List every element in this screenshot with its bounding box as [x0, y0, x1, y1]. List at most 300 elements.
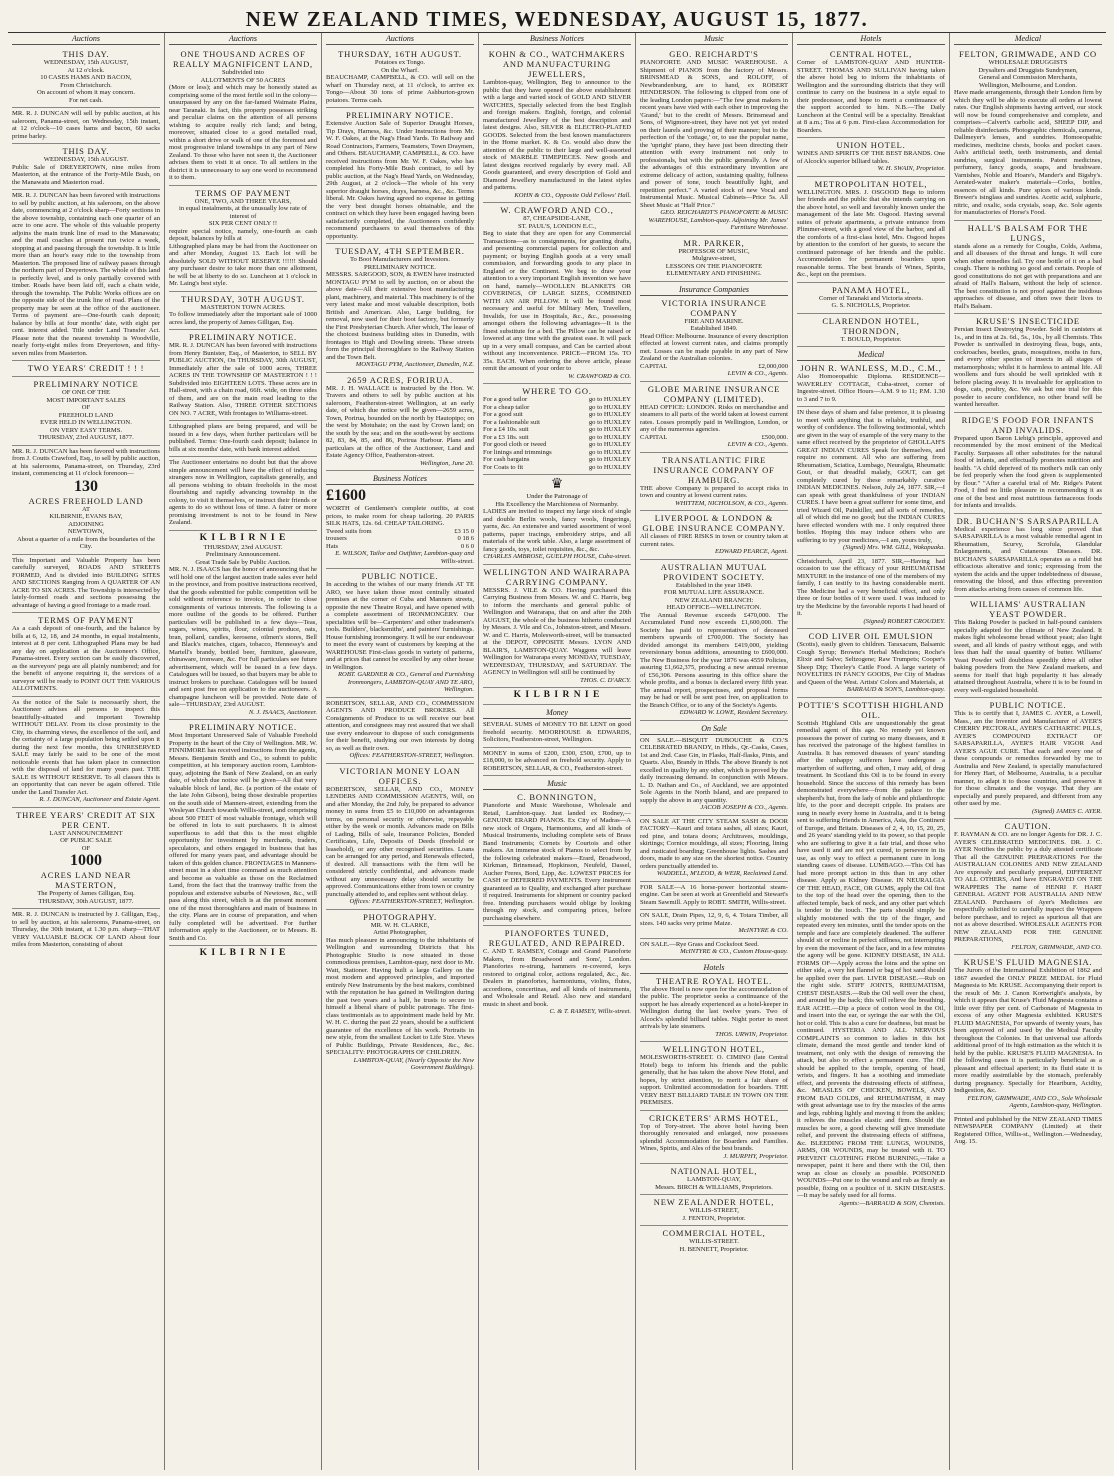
row-label: For a good suit — [483, 411, 523, 418]
ad-body: MONEY in sums of £200, £300, £500, £700, up to £18,000, to be advanced on freehold security. Apply to ROBERTSON, SELLAR, & CO., Featherston-street. — [483, 749, 631, 772]
advertisement — [326, 764, 474, 910]
advertisement — [954, 413, 1102, 514]
price-value: 0 18 6 — [457, 535, 474, 542]
ad-subtitle: ACRES LAND NEAR MASTERTON, — [40, 870, 132, 890]
ad-body: Beg to state that they are open for any Commercial Transactions—as to consignments, for granting drafts, and presenting commercial papers for collection and payment; or buying English goods at a very small commission, and forwarding goods to any place in England or the Continent. We beg to draw your attention to a very important English invention we have on hand, namely—WOOLLEN BLANKETS OR COVERINGS, OF LARGE SIZES, COMBINED WITH AN AIR PILLOW. It will be found most necessary and useful for Military Men, Travellers, Invalids, for use in Hospitals, &c., &c., possessing amongst others the following advantages—It is the finest substitute for a bed. The Pillow can be raised or lowered at any time with the greatest ease. It will pack up in a very small compass, and Can be carried about without any inconvenience. PRICE—FROM 15s. TO 35s. EACH. When ordering the above article, please remit the amount of your order to — [483, 230, 631, 372]
ad-body: Have made arrangements, through their London firm by which they will be able to execute all orders at lowest rates. Our English shipments having arrived, our stock will now be found comprehensive and complete, and comprises—Calvert's carbolic acid, SHEEP DIP, and reliable disinfectants. Photographic chemicals, cameras, Dallmeyer's lenses, and sundries. Homoeopathic medicines, medicine chests, books and pocket cases. Ash's artificial teeth, teeth instruments, and dental sundries, surgical instruments. Patent medicines, perfumery, fancy goods, soaps, and brushware. Varnishes, Noble and Hoare's, Mander's and Bigsby's. Aerated-water maker's materials—Corks, bottles, essences of all kinds. Pure spices of various kinds. Brewer's isinglass and sundries. Acetic acid, sulphuric, nitric, and oxalic, soda crystals, soap, &c. Sole agents for manufactories of Horse's Food. — [954, 89, 1102, 216]
ad-line: KILBIRNIE, EVANS BAY, — [49, 513, 123, 520]
row-value: go to HUXLEY — [588, 463, 631, 471]
advertisement — [483, 748, 631, 777]
row-value: go to HUXLEY — [588, 426, 631, 433]
advertisement — [169, 330, 317, 421]
advertisement — [640, 282, 788, 382]
ad-body: Scottish Highland Oils are unquestionably the great remedial agent of this age. No remedy yet known possesses the power of curing so many diseases, and it has received the patronage of the highest families in Australia. It has removed diseases of years' standing after the unhappy sufferers have undergone a martyrdom of suffering, and often, I may add, of drug treatment. In Scotland this Oil is to be found in every household. Since the success of this remedy has been demonstrated everywhere—from the palace to the shepherd's hut, from the lady of noble and philanthropic life, to the poor and decrepit cripple. Its praises are sung in nearly every home in Australia, and it is being sent to suffering friends in America, Asia, the Continent of Europe, and Britain. Diseases of 2, 4, 10, 15, 20, 25, and 26 years' standing yield to its power, so that people who are suffering to give it a fair trial, and those who have used it and are not yet cured, to persevere in its use, as only way to effect a permanent cure in long standing cases of disease. LUMBAGO.—This Oil has had more prompt action in this than in any other disease. Apply as Kidney Disease. IN NEURALGIA OF THE HEAD, FACE, OR GUMS, apply the Oil first to the top of the head over the opening, then to the affected temple, back of neck, and any other part which is tender to the touch. The parts should simply be slightly moistened with the tip of the finger, and repeated every ten minutes, until the tender spots on the temple and face are completely deadened. The sufferer should sit or recline in perfect stillness, not interrupting by even the movement of the face, and in a few minutes the agony will be gone. KIDNEY DISEASE, IN ALL FORMS OF—Apply across the loins and the spine on either side, a very hot flannel or bag of hot sand should be applied over the part. LIVER DISEASE.—Rub on the right side. STIFF JOINTS, RHEUMATISM, CHEST DISEASES.—Rub the Oil well over the chest, and around by the back; this will relieve the breathing. EAR ACHE.—Dip a piece of cotton wool in the Oil, and insert into the ear, or syringe the ear with the Oil, hot or cold. This is also a cure for deafness, but must be continued. HYSTERIA AND ALL NERVOUS COMPLAINTS so common to ladies in this hot climate, demand the most gentle and tender kind of treatment, not only with the design of removing the attack, but also to effect a permanent cure. The Oil should be applied to the temple, opening of head, wrists, and fingers. It has a soothing and immediate effect, and prevents the distressing effects of stiffness, &c. MEASLES OF CHICKEN, BOWELS, AND FROM BAD COLDS, and RHEUMATISM, it may with great advantage use to fry the muscles of the arms and legs, rubbing lightly and moving it from the ankles; it relieves the muscles elastic and firm. Should the muscles be sore, a good chewing will give immediate relief, and prevent the distressing effects of stiffness, &c. BLEEDING FROM THE LUNGS, WOUNDS, ARMS, OR WOUNDS, may be treated with it. TO PREVENT CLOTHING FROM BURNING,—Take a newspaper, paint it here and there with the Oil, then wrap as close as closely as possible. POISONED WOUNDS—Put one to the wound and rub as firmly as possible, fixing on a poultice of it. SKIN DISEASES.—It may be safely used for all forms. — [797, 719, 945, 1199]
column-heading: Hotels — [797, 33, 945, 45]
ad-body: Medical experience has long since proved that SARSAPARILLA is a most valuable remedial agent in Rheumatism, Scurvy, Scrofula, Glandular Enlargements, and Cutaneous Diseases. DR. BUCHAN'S SARSAPARILLA operates as a mild but efficacious alterative and tonic; expressing from the system the acids and the upper indebtedness of disease, renovating the blood, and thus effecting prevention from attacks arising from causes of common life. — [954, 525, 1102, 593]
ad-line: G. S. NICHOLLS, Proprietor. — [831, 302, 911, 309]
ad-signature: LEVIN & CO., Agents. — [727, 370, 788, 377]
ad-body: MR. J. H. WALLACE is instructed by the Hon. W. Travers and others to sell by public auction at his saleroom, Featherston-street Wellington, at an early date, of which due notice will be given—2659 acres, Town, Porirua, bounded on the north by Hautopipo; on the west by Motuhaie; on the east by Crown land; on the south by the sea; and on the south-west by sections 82, 83, 84, 85, and 86, Porirua Harbour. Plans and particulars at the office of the Auctioneer, Land and Estate Agency Office, Featherston-street. — [326, 384, 474, 459]
column-4 — [479, 33, 636, 1470]
ad-line: FOR MUTUAL LIFE ASSURANCE. — [663, 589, 765, 596]
ad-line: LAST ANNOUNCEMENT — [49, 829, 123, 837]
ad-title: PRELIMINARY NOTICE. — [346, 110, 454, 120]
ad-body: Christchurch, April 23, 1877. SIR,—Having had occasion to use the efficacy of your RHEUMATISM MIXTURE in the instance of one of the members of my family, I can testify to its having considerable merit. The Medicine had a very beneficial effect, and only three or four bottles of it were used. I was induced to try the Medicine by the favorable reports I had heard of it. — [797, 557, 945, 617]
row-value: go to HUXLEY — [588, 396, 631, 403]
ad-title: PUBLIC NOTICE. — [361, 571, 439, 581]
ad-title: WHERE TO GO. — [522, 386, 592, 396]
ad-signature: GEO. REICHARDT'S PIANOFORTE & MUSIC WAREHOUSE, Lambton-quay. Adjoining Mr. James' Furniture Warehouse. — [648, 209, 788, 231]
ad-title: PRELIMINARY NOTICE. — [189, 332, 297, 342]
row-value: go to HUXLEY — [588, 403, 631, 411]
advertisement — [169, 531, 317, 721]
ad-signature: W. H. SWAIN, Proprietor. — [877, 165, 945, 172]
ad-title: THIS DAY. — [62, 49, 110, 59]
ad-title: WELLINGTON HOTEL, — [663, 1044, 765, 1054]
ad-body: MR. R. J. DUNCAN has been favored with instructions from J. Coutts Crawford, Esq., to sell by public auction, at his salerooms, Panama-street, on Thursday, 23rd instant, commencing at 11 o'clock forenoon— — [12, 447, 160, 477]
advertisement — [483, 565, 631, 689]
ad-body: Lambton-quay, Wellington, Beg to announce to the public that they have opened the above establishment with a large and varied stock of GOLD AND SILVER WATCHES, Specially selected from the best English and foreign makers. English, foreign, and colonial manufactured Jewellery of the best description and latest designs. Also, SILVER & ELECTRO-PLATED GOODS. Selected from the best known manufacturers in the Home market. K. & Co. would also draw the attention of the public to their large and well-assorted stock of MARBLE TIMEPIECES. New goods and latest designs received regularly by every mail. All Goods guaranteed, and every description of Gold and Diamond Jewellery manufactured in the latest styles and patterns. — [483, 79, 631, 191]
ad-signature: JACOB JOSEPH & CO., Agents. — [700, 804, 788, 811]
advertisement — [483, 475, 631, 565]
price-row — [640, 363, 788, 371]
advertisement — [797, 698, 945, 1211]
ad-title: C. BONNINGTON, — [517, 792, 597, 802]
big-figure: 1000 — [70, 852, 102, 869]
row-label: For cash bargains — [483, 456, 530, 463]
advertisement — [954, 314, 1102, 413]
advertisement — [12, 909, 160, 952]
where-to-go-row — [483, 456, 631, 464]
ad-title: JOHN R. WANLESS, M.D., C.M., — [800, 363, 942, 373]
ad-line: OF — [81, 404, 91, 411]
ad-line: WHOLESALE DRUGGISTS — [988, 59, 1068, 66]
kilbirnie-banner: K I L B I R N I E — [513, 690, 601, 700]
ad-line: MR. W. H. CLARKE, — [370, 921, 430, 929]
advertisement — [169, 421, 317, 457]
ad-body: FOR SALE—A 16 horse-power horizontal steam-engine. Can be seen at work at Greenfield and Stewart's Steam Sawmill. Apply to ROBT. SMITH, Willis-street. — [640, 883, 788, 906]
ad-signature: J. MURPHY, Proprietor. — [723, 1152, 788, 1160]
ad-body: The Jurors of the International Exhibition of 1862 and 1867 awarded the ONLY PRIZE MEDAL for Fluid Magnesia to Mr. KRUSE. Accompanying their report is the result of Mr. J. Canon Kortwright's analysis, by which it appears that Kruse's Fluid Magnesia contains a little over fifty per cent. of Carbonate of Magnesia in excess of any other Magnesia exhibited. KRUSE'S FLUID MAGNESIA, For upwards of twenty years, has been approved of and used by the Medical Faculty throughout the Colonies. In that universal use affords additional proof of its high estimation as the which it is held by the public. KRUSE'S FLUID MAGNESIA. In the following cases it is particularly beneficial as a pleasant and effectual aperient; in its fluid state it is more readily assimilable by the stomach, preferably during pregnancy. Specially for Heartburn, Acidity, Indigestion, &c. — [954, 967, 1102, 1094]
ad-title: CAUTION. — [1004, 821, 1052, 831]
ad-signature: E. WILSON, Tailor and Outfitter, Lambton-quay and Willis-street. — [335, 550, 474, 565]
ad-title: PRELIMINARY NOTICE. — [189, 722, 297, 732]
ad-body: Head Office: Melbourne. Insurance of every description effected at lowest current rates, and claims promptly met. Losses can be made payable in any part of New Zealand or the Australian colonies. — [640, 332, 788, 362]
section-heading: Insurance Companies — [640, 284, 788, 296]
ad-body: Pianoforte and Music Warehouse, Wholesale and Retail, Lambton-quay. Just landed ex Rodney,—GENUINE ERARD PIANOS. Ex City of Madras—A new stock of Organs, Harmoniums, and all kinds of Musical Instruments, including complete sets of Brass Band Instruments; Cornets by Courtois and other makers. An immense stock of Pianos to select from by the following celebrated makers—Erard, Broadwood, Kirkman, Brinsmead, Hopkinson, Neufeld, Dassel, Aucher Freres, Bord, Lipp, &c. LOWEST PRICES for CASH or DEFERRED PAYMENTS. Every instrument guaranteed as to Quality, and exchanged after purchase if required. Instruments for shipment or country packed free. Intending purchasers would oblige by looking through my stock, and comparing prices, before purchasing elsewhere. — [483, 802, 631, 922]
ad-title: THIS DAY. — [62, 146, 110, 156]
column-heading: Music — [640, 33, 788, 45]
ad-title: METROPOLITAN HOTEL, — [814, 178, 928, 189]
advertisement — [483, 705, 631, 748]
ad-line: OF PUBLIC SALE — [60, 837, 112, 844]
masthead: NEW ZEALAND TIMES, WEDNESDAY, AUGUST 15, 1877. — [245, 7, 869, 31]
ad-body: BEAUCHAMP, CAMPBELL, & CO. will sell on the wharf on Thursday next, at 11 o'clock, to arrive ex Tongo—About 30 tons of prime Ashburton-grown potatoes. Terms cash. — [326, 74, 474, 104]
kilbirnie-banner: K I L B I R N I E — [199, 948, 287, 958]
ad-line: WEDNESDAY, 15th AUGUST. — [43, 156, 129, 163]
ad-line: THURSDAY, 23rd AUGUST. — [203, 543, 283, 551]
advertisement — [12, 361, 160, 377]
advertisement — [797, 314, 945, 348]
ad-signature: (Signed) Mrs. WM. GILL, Wakapuaka. — [843, 544, 945, 551]
ad-body: Lithographed plans may be had from the Auctioneer on and after Monday, August 13. Each lot will be absolutely SOLD WITHOUT RESERVE !!!!!! Should any purchaser desire to take more than one allotment, he will be at liberty to do so. Luncheon at 1 o'clock in Mr. Laing's best style. — [169, 242, 317, 287]
ad-body: This is to certify that I, JAMES C. AYER, a Lowell, Mass., am the Inventor and Manufacturer of AYER'S CHERRY PECTORAL, AYER'S CATHARTIC PILLS, AYER'S COMPOUND EXTRACT OF SARSAPARILLA, AYER'S HAIR VIGOR And AYER'S AGUE CURE. That each and every one of these compounds or remedies forwarded by me to Australia and New Zealand, is specially manufactured for Henry Hart, of Melbourne, Australia, is a peculiar manner, to adapt it to those countries, and preserve it for those climates and the voyage. That they are especially and purely prepared, and different from any other used by me. — [954, 710, 1102, 807]
column-heading: Auctions — [326, 33, 474, 45]
ad-body: F. RAYMAN & CO. are no longer Agents for DR. J. C. AYER'S CELEBRATED MEDICINES. DR. J. C. AYER Notifies the public by a duly attested certificate That all the GENUINE PREPARATIONS For the AUSTRALIAN COLONIES AND NEW ZEALAND Are expressly and peculiarly prepared, DIFFERENT TO ALL OTHERS, And have ENGRAVED ON THE WRAPPERS The name of HENRI F. HART GENERAL AGENT FOR AUSTRALIA AND NEW ZEALAND. Purchasers of Ayer's Medicines are respectfully solicited to carefully inspect the Wrappers before purchase, and to reject as spurious all that are not as above described. WHOLESALE AGENTS FOR NEW ZEALAND FOR THE GENUINE PREPARATIONS, — [954, 831, 1102, 943]
advertisement — [326, 569, 474, 698]
ad-title: PRELIMINARY NOTICE — [33, 379, 139, 389]
row-value: go to HUXLEY — [588, 448, 631, 456]
advertisement — [12, 808, 160, 910]
price-row — [326, 535, 474, 543]
ad-line: Great Trade Sale by Public Auction. — [195, 558, 291, 566]
ad-line: 10 CASES HAMS AND BACON, — [40, 74, 132, 81]
ad-line: in equal instalments, at the unusually low rate of interest of — [179, 205, 307, 220]
where-to-go-row — [483, 396, 631, 404]
section-heading: Medical — [797, 349, 945, 361]
row-label: For a cheap tailor — [483, 403, 530, 411]
ad-line: OF ONE OF THE — [61, 389, 111, 396]
ad-line: WILLIS-STREET, — [689, 1207, 739, 1214]
ad-signature: EDWARD W. LOWE, Resident Secretary. — [679, 709, 788, 716]
royal-crest-icon: ♛ — [550, 477, 564, 492]
ad-body: MR. R. J. DUNCAN has been favored with instructions from Henry Bunister, Esq., of Masterton, to SELL BY PUBLIC AUCTION, On THURSDAY, 30th AUGUST, Immediately after the sale of 1000 acres, THREE ACRES IN THE TOWNSHIP OF MASTERTON ! ! ! Subdivided into EIGHTEEN LOTS. These acres are in Hall-street, with a chain road, 66ft. wide, on three sides of them, and are on the main road leading to the Railway Station. Also, THREE OTHER SECTIONS ON NO. 7 ACRE, With frontages to Williams-street. — [169, 342, 317, 417]
advertisement — [797, 138, 945, 177]
ad-line: FIRE AND MARINE. — [684, 317, 744, 325]
advertisement — [954, 1114, 1102, 1149]
row-value: go to HUXLEY — [588, 418, 631, 426]
ad-title: COMMERCIAL HOTEL, — [662, 1228, 766, 1238]
advertisement — [954, 955, 1102, 1114]
ad-signature: WHITTEM, NICHOLSON, & CO., Agents. — [675, 499, 788, 507]
ad-body: (More or less); and which may be honestly stated as comprising some of the most fertile soil in the colony—unsurpassed by any on the far-famed Waimate Plains, near Taranaki. In fact, this property possesses striking and peculiar claims on the attention of all persons wishing to acquire really rich land; and being, moreover, situated close to a good metalled road, within a short drive or walk of one of the foremost and most progressive inland townships in any part of New Zealand. To those who have not seen it, the Auctioneer advises them to visit it at once. To all settlers in the district it is unnecessary to say one word to recommend it to them. — [169, 84, 317, 181]
ad-line: ST. PAUL'S, LONDON E.C., — [517, 222, 597, 230]
advertisement — [640, 1195, 788, 1226]
ad-body: ON SALE AT THE CITY STEAM SASH & DOOR FACTORY—Kauri and totara sashes, all sizes; Kauri, red pine, and totara doors; Architraves, mouldings, skirtings; Cornice mouldings, all sizes; Flooring, lining and rusticated boarding; Greenhouse lights. Sashes and doors, made to any size on the shortest notice. Country orders punctually attended to. — [640, 817, 788, 870]
row-value: go to HUXLEY — [588, 411, 631, 418]
row-label: For a £3 18s. suit — [483, 433, 529, 441]
ad-title: TERMS OF PAYMENT — [195, 187, 291, 198]
advertisement — [954, 47, 1102, 221]
ad-line: General and Commission Merchants, — [978, 74, 1078, 81]
advertisement — [640, 560, 788, 721]
ad-body: require special notice, namely, one-fourth as cash deposit, balances by bills at — [169, 227, 317, 242]
ad-body: This Important and Valuable Property has been carefully surveyed, ROADS AND STREETS FORMED, And is divided into BUILDING SITES AND SECTIONS Ranging from A QUARTER OF AN ACRE TO SIX ACRES. The Township is intersected by lately-formed roads and sections possessing the advantage of having a good frontage to a made road. — [12, 556, 160, 609]
column-3 — [322, 33, 479, 1470]
ad-title: DR. BUCHAN'S SARSAPARILLA — [956, 515, 1100, 526]
ad-body: MR. R. J. DUNCAN will sell by public auction, at his saleroom, Panama-street, on Wednesday, 15th instant, at 12 o'clock—10 cases hams and bacon, 60 sacks prime barley. — [12, 110, 160, 140]
ad-line: AT — [81, 505, 91, 513]
ad-signature: EDWARD PEARCE, Agent. — [714, 548, 788, 555]
price-label: Hats — [326, 542, 339, 550]
ad-title: CRICKETERS' ARMS HOTEL, — [649, 1112, 779, 1123]
ad-signature: MONTAGU PYM, Auctioneer, Dunedin, N.Z. — [355, 361, 474, 368]
ad-body: THE above Company is prepared to accept risks in town and country at lowest current rates. — [640, 484, 788, 499]
advertisement — [169, 186, 317, 292]
advertisement — [12, 377, 160, 446]
ad-title: POTTIE'S SCOTTISH HIGHLAND OIL. — [797, 699, 945, 720]
ad-line: Messrs. BIRCH & WILLIAMS, Proprietors. — [655, 1183, 773, 1191]
row-label: For a £4 10s. suit — [483, 426, 529, 433]
advertisement — [169, 457, 317, 531]
ad-title: THURSDAY, 16TH AUGUST. — [338, 49, 462, 59]
advertisement — [640, 47, 788, 236]
where-to-go-row — [483, 441, 631, 449]
ad-body: ON SALE.—Rye Grass and Cocksfoot Seed. — [640, 940, 759, 948]
ad-body: MOLESWORTH-STREET. O. CIMINO (late Central Hotel) begs to inform his friends and the public generally, that he has taken the above New Hotel, and hopes, by strict attention, to merit a fair share of support. Unlimited accommodation for boarders. THE VERY BEST BILLIARD TABLE IN TOWN ON THE PREMISES. — [640, 1054, 788, 1106]
ad-title: NEW ZEALANDER HOTEL, — [653, 1197, 775, 1207]
ad-body: MR. N. J. ISAACS has the honor of announcing that he will hold one of the largest auction trade sales ever held in the province, and from positive instructions received, that the goods submitted for public competition will be sold without reference to invoice, in order to close consignments of various interests. The following is a more outline of the goods to be offered. Further particulars will be published in a few days—Teas, sugars, wines, spirits, flour, colonial produce, oats, bran, pollard, candles, kerosene, oilmen's stores, Bell and Black's matches, cigars, tobacco, Hennessy's and Martell's brandy, bottled beer, furniture, glassware, chinaware, ironware, &c. For full particulars see future advertisement, which will be issued in a few days. Catalogues will be issued, so that buyers may be able to instruct brokers to purchase. Catalogues will be issued and sent post free on application to the auctioneers. A champagne luncheon will be provided. Note date of sale—THURSDAY, 23rd AUGUST. — [169, 566, 317, 708]
advertisement — [169, 720, 317, 946]
ad-subtitle: ACRES FREEHOLD LAND — [28, 495, 144, 506]
advertisement — [326, 471, 474, 569]
columns-container — [8, 32, 1106, 1470]
advertisement — [640, 721, 788, 816]
advertisement — [954, 514, 1102, 598]
ad-body: To follow immediately after the important sale of 1000 acres land, the property of James Gilligan, Esq. — [169, 311, 317, 326]
ad-title: WELLINGTON AND WAIRARAPA CARRYING COMPANY. — [483, 566, 631, 587]
price-row — [326, 543, 474, 551]
advertisement — [640, 910, 788, 939]
ad-line: His Excellency the Marchioness of Normanby. — [495, 500, 619, 508]
where-to-go-row — [483, 404, 631, 412]
ad-title: UNION HOTEL. — [836, 140, 906, 150]
ad-line: PROFESSOR OF MUSIC, — [678, 247, 750, 255]
ad-body: Has much pleasure in announcing to the inhabitants of Wellington and surrounding Districts that his Photographic Studio is now situated in those commodious premises, Lambton-quay, next door to Mr. Watt, Stationer. Having built a large Gallery on the most modern and approved principles, and imported entirely New Instruments by the best makers, combined with the reputation he has gained in Wellington during the past two years and a half, he trusts to secure to himself a liberal share of public patronage. The first-class testimonials as to appointment made held by Mr. W. H. C. during the past 22 years, should be a sufficient guarantee of the excellence of his work. Portraits in new style, from the smallest Locket to Life Size. Views of Public Buildings, Private Residences, &c., &c. SPECIALITY: PHOTOGRAPHS OF CHILDREN. — [326, 936, 474, 1056]
ad-body: All classes of FIRE RISKS in town or country taken at current rates. — [640, 533, 788, 548]
ad-signature: Offices: FEATHERSTON-STREET, Wellington. — [349, 752, 474, 759]
ad-signature: ROBT. GARDNER & CO., General and Furnishing Ironmongers, LAMBTON-QUAY AND TE ARO, Wellington. — [338, 671, 474, 693]
ad-body: LADIES are invited to inspect my large stock of single and double Berlin wools, fancy wools, fingerings, yarns, &c. An extensive and varied assortment of wool patterns, paper tracings, embroidery strips, and all materials of the work table. Also, a large assortment of fancy goods, toys, toilet requisites, &c., &c. — [483, 508, 631, 553]
advertisement — [483, 776, 631, 926]
ad-body: In acceding to the wishes of our many friends AT TE ARO, we have taken those most centrally situated premises at the corner of Cuba and Manners streets, opposite the new Theatre Royal, and have opened with a complete assortment of IRONMONGERY. Our specialities will be—Carpenters' and other tradesmen's tools. Builders', blacksmiths', and painters' furnishings. House furnishing ironmongery. It will be our endeavour to meet the every want of customers by keeping at the WAREHOUSE First-class goods in variety of patterns, and at prices that cannot be excelled by any other house in Wellington. — [326, 581, 474, 671]
where-to-go-row — [483, 434, 631, 442]
advertisement — [12, 144, 160, 190]
ad-line: 87, CHEAPSIDE-LANE, — [523, 215, 591, 222]
ad-title: COD LIVER OIL EMULSION — [808, 631, 934, 641]
advertisement — [326, 244, 474, 373]
advertisement — [326, 373, 474, 472]
advertisement — [326, 108, 474, 244]
row-value: go to HUXLEY — [588, 456, 631, 463]
ad-title: ONE THOUSAND ACRES OF REALLY MAGNIFICENT LAND, — [173, 49, 313, 69]
column-2 — [165, 33, 322, 1470]
printer-imprint: Printed and published by the NEW ZEALAND TIMES NEWSPAPER COMPANY (Limited) at their Registered Office, Willis-st., Wellington.—Wednesday, Aug. 15. — [954, 1115, 1102, 1145]
advertisement — [12, 613, 160, 697]
advertisement — [797, 347, 945, 407]
ad-signature: LEVIN & CO., Agents. — [727, 441, 788, 448]
ad-body: ROBERTSON, SELLAR, AND CO., MONEY LENDERS AND COMMISSION AGENTS, Will, on and after Monday, the 2nd July, be prepared to advance money in sums from £5 to £10,000 on advantageous terms, on personal security or otherwise, repayable either by the week or month. Advances made on Bills of Lading, Bills of sale, Insurance Policies, Bonded Certificates, Life, Deposits of Deeds (freehold or leasehold), or any other recognised securities. Loans can be arranged for any period, and Renewals effected, if desired. All transactions with the firm will be considered strictly confidential, and advances made without any unnecessary delay should security be approved. Communications either from town or country punctually attended to, and replies sent without delay. — [326, 785, 474, 898]
ad-signature: W. CRAWFORD & CO. — [568, 372, 631, 380]
advertisement — [326, 910, 474, 1075]
ad-line: Wellington, Melbourne, and London. — [979, 81, 1077, 89]
price-label: trousers — [326, 535, 347, 542]
section-heading: Music — [483, 778, 631, 790]
advertisement — [12, 555, 160, 614]
ad-body: Extensive Auction Sale of Superior Draught Horses, Tip Drays, Harness, &c. Under Instructions from Mr. W. F. Oakes, at the Nag's Head Yards. To Railway and Road Contractors, Farmers, Teamsters, Town Draymen, and Others. BEAUCHAMP, CAMPBELL, & CO. have received instructions from Mr. W. F. Oakes, who has completed his Forty-Mile Bush contract, to sell by public auction, at the Nag's Head Yards, on Wednesday, 29th August, at 2 o'clock—The whole of his very superior draught horses, drays, harness, &c., &c. Terms liberal. Mr. Oakes having agreed no expense in getting the very best draught horses obtainable, and the contract on which they have been engaged having been satisfactorily completed, the Auctioneers confidently recommend purchasers to avail themselves of this opportunity. — [326, 120, 474, 240]
row-label: For Coats to fit — [483, 463, 524, 471]
price-label: CAPITAL — [640, 433, 668, 441]
ad-body: MESSRS. J. VILE & CO. Having purchased this Carrying Business from Messrs. W. and C. Harris, beg to inform the merchants and general public of Wellington and Wairarapa, that on and after the 20th AUGUST, the whole of the business hitherto conducted by Messrs. J. Vile and Co., Johnston-street, and Messrs. W. and C. Harris, Molesworth-street, will be transacted at the DEPOT, OPPOSITE Messrs. LYON AND BLAIR'S, LAMBTON-QUAY. Waggons will leave Wellington for Wairarapa every MONDAY, TUESDAY, WEDNESDAY, THURSDAY, and SATURDAY. The AGENCY in Wellington will still be continued by — [483, 586, 631, 676]
ad-line: Drysalters and Druggists Sundrymen, — [978, 66, 1078, 74]
ad-line: NEW ZEALAND BRANCH: — [674, 596, 754, 604]
ad-line: SIX PER CENT ONLY !! — [208, 220, 278, 227]
ad-title: TRANSATLANTIC FIRE INSURANCE COMPANY OF HAMBURG. — [653, 454, 775, 485]
ad-title: W. CRAWFORD AND CO., — [500, 205, 614, 215]
ad-signature: Offices: FEATHERSTON-STREET, Wellington. — [349, 898, 474, 905]
ad-line: WILLIS-STREET. — [689, 1238, 739, 1245]
advertisement — [797, 283, 945, 314]
where-to-go-row — [483, 449, 631, 457]
ad-line: Mulgrave-street, — [692, 255, 736, 262]
ad-body: SEVERAL SUMS of MONEY TO BE LENT on good freehold security. MOORHOUSE & EDWARDS, Solicitors, Featherston-street, Wellington. — [483, 721, 631, 743]
ad-line: MOST IMPORTANT SALES — [46, 396, 126, 404]
ad-signature: CHARLES AMBROSE, GUELPH HOUSE, Cuba-street. — [483, 553, 631, 560]
advertisement — [483, 688, 631, 705]
price-value: £2,000,000 — [758, 362, 788, 370]
ad-title: GLOBE MARINE INSURANCE COMPANY (LIMITED). — [647, 383, 781, 404]
ad-title: LIVERPOOL & LONDON & GLOBE INSURANCE COMPANY. — [642, 513, 786, 533]
ad-body: Lithographed plans are being prepared, and will be issued in a few days, when further particulars will be published. Terms: One-fourth cash deposit; balance in bills at six months' date, with bank interest added. — [169, 423, 317, 453]
ad-title: KRUSE'S INSECTICIDE — [976, 316, 1080, 326]
ad-line: From Christchurch. — [60, 81, 112, 89]
advertisement — [640, 1042, 788, 1111]
advertisement — [326, 698, 474, 764]
ad-line: T. BOULD, Proprietor. — [840, 335, 902, 343]
ad-title: PHOTOGRAPHY. — [363, 911, 437, 922]
ad-line: For net cash. — [69, 96, 103, 104]
advertisement — [640, 453, 788, 512]
ad-signature: Agents:—BARRAUD & SON, Chemists. — [839, 1199, 945, 1207]
ad-title: MR. PARKER, — [683, 237, 745, 248]
ad-line: HEAD OFFICE—WELLINGTON. — [666, 604, 762, 611]
column-7 — [950, 33, 1106, 1470]
row-label: For linings and trimmings — [483, 448, 552, 456]
ad-title: CENTRAL HOTEL, — [829, 49, 913, 59]
ad-line: ONE, TWO, AND THREE YEARS, — [194, 197, 292, 205]
column-5 — [636, 33, 793, 1470]
advertisement — [640, 236, 788, 282]
ad-body: The above Hotel is now open for the accommodation of the public. The proprietor seeks a continuance of the support he has already experienced as a hotel-keeper in Wellington during the last twelve years. Two of Alcock's splendid billiard tables. Night porter to meet arrivals by late steamers. — [640, 985, 788, 1030]
ad-signature: LAMBTON-QUAY, (Nearly Opposite the New Government Buildings). — [353, 1056, 474, 1071]
row-label: For a good tailor — [483, 396, 528, 403]
ad-line: On account of whom it may concern. — [37, 89, 135, 96]
section-heading: Money — [483, 707, 631, 719]
ad-body: HEAD OFFICE: LONDON. Risks on merchandise and steamers to all parts of the world taken at lowest current rates. Losses promptly paid in Wellington, London, or any of the numerous agencies. — [640, 403, 788, 433]
ad-body: ROBERTSON, SELLAR, AND CO., COMMISSION AGENTS AND PRODUCE BROKERS. All Consignments of Produce to us will receive our best attention, and consignees may rest assured that we shall use every endeavour to dispose of such consignments for their benefit, studying our own interests by doing so, as well as their own. — [326, 699, 474, 752]
advertisement — [326, 47, 474, 108]
ad-line: The Property of James Gilligan, Esq. — [37, 890, 135, 897]
ad-signature: McINTYRE & CO. — [738, 927, 788, 934]
advertisement — [12, 446, 160, 555]
ad-line: To Boot Manufacturers and Investors. — [349, 256, 451, 263]
price-value: £3 15 0 — [454, 527, 474, 535]
ad-title: WILLIAMS' AUSTRALIAN YEAST POWDER. — [970, 599, 1086, 619]
ad-title: HALL'S BALSAM FOR THE LUNGS, — [967, 222, 1089, 243]
ad-line: Artist Photographer, — [373, 929, 427, 936]
ad-body: WINES AND SPIRITS OF THE BEST BRANDS. One of Alcock's superior billiard tables. — [797, 150, 945, 165]
advertisement — [640, 1111, 788, 1165]
advertisement — [169, 47, 317, 186]
advertisement — [12, 190, 160, 361]
advertisement — [483, 203, 631, 384]
ad-body: IN these days of sham and false pretence, it is pleasing to meet with anything that is reliable, truthful, and worthy of confidence. The following testimonial, which are given in the way of example of the very many to the same effect received by the proprietor of GHOLLAH'S GREAT INDIAN CURES Speak for themselves, and require no comment. All who are suffering from Rheumatism, Sciatica, Lumbago, Neuralgia, Rheumatic Gout, or that dreadful malady, GOUT, can get completely cured by these remarkably curative INDIAN MEDICINES. Nelson, July 24, 1877. SIR,—I can speak with great thankfulness of your INDIAN CURES. I have been a great sufferer for some time, and tried Wizard Oil, Painkiller, and all sorts of remedies, all of which did me no good; but the INDIAN CURES have effected wonders with me. I only required three bottles. Hoping this may induce others who are suffering to try your medicines,—I am, yours truly, — [797, 409, 945, 544]
ad-line: ON VERY EASY TERMS. — [49, 426, 123, 434]
ad-line: ADJOINING — [68, 520, 104, 528]
ad-line: About a quarter of a mile from the boundaries of the City. — [16, 535, 156, 550]
ad-title: VICTORIA INSURANCE COMPANY — [661, 297, 767, 318]
where-to-go-row — [483, 464, 631, 472]
ad-title: THEATRE ROYAL HOTEL. — [655, 975, 773, 986]
advertisement — [954, 819, 1102, 955]
advertisement — [169, 292, 317, 331]
ad-signature: N. J. ISAACS, Auctioneer. — [248, 708, 317, 716]
ad-line: FREEHOLD LAND — [58, 411, 114, 419]
advertisement — [954, 698, 1102, 819]
ad-title: AUSTRALIAN MUTUAL PROVIDENT SOCIETY. — [660, 561, 768, 582]
advertisement — [640, 1164, 788, 1195]
advertisement — [483, 384, 631, 475]
ad-body: Also Homoeopathic Diploma. RESIDENCE—WAVERLEY COTTAGE, Cuba-street, corner of Ingestre-street. Office Hours—A.M. 9 to 11; P.M. 1.30 to 3 and 7 to 9. — [797, 373, 945, 403]
advertisement — [797, 407, 945, 556]
price-value: £500,000. — [761, 433, 788, 441]
ad-body: MR. R. J. DUNCAN is instructed by J. Gilligan, Esq., to sell by auction, at his salerooms, Panama-street, on Thursday, the 30th instant, at 1.30 p.m. sharp—THAT VERY VALUABLE BLOCK OF LAND About four miles from Masterton, consisting of about — [12, 911, 160, 948]
ad-title: KRUSE'S FLUID MAGNESIA. — [963, 957, 1093, 967]
column-6 — [793, 33, 950, 1470]
price-label: CAPITAL — [640, 362, 668, 370]
advertisement — [797, 629, 945, 698]
ad-line: NEWTOWN, — [67, 528, 105, 535]
column-heading: Auctions — [12, 33, 160, 45]
ad-body: As a cash deposit of one-fourth, and the balance by bills at 6, 12, 18, and 24 months, in equal instalments, interest at 8 per cent. Lithographed Plans may be had any day on application at the Auctioneer's Office, Panama-street. Every section can be easily discovered, as the surveyors' pegs are all plainly numbered; and for the benefit of anyone requiring it, the services of a surveyor will be ready to POINT OUT THE VARIOUS ALLOTMENTS. — [12, 625, 160, 692]
price-label: Tweed suits from — [326, 527, 372, 535]
ad-line: EVER HELD IN WELLINGTON. — [40, 419, 132, 426]
ad-body: WELLINGTON. MRS. J. OSGOOD Begs to inform her friends and the public that she intends carrying on the above hotel, so well and favorably known under the management of the late Mr. Osgood. Having several suites of private apartments, a private entrance from Plimmer-street, with a good view of the harbor, and all the comforts of a first-class hotel, Mrs. Osgood hopes by attention to the comfort of her guests, to secure the continued patronage of her friends and the public. Accommodation for permanent boarders upon reasonable terms. The best brands of Wines, Spirits, &c., kept on the premises. — [797, 188, 945, 278]
ad-body: This Baking Powder is packed in half-pound canisters specially adapted for the climate of New Zealand. It makes light wholesome bread without yeast; also light sweet, and all kinds of pastry without eggs, and with less than half the usual quantity of butter. Williams' Yeast Powder will doubtless speedily drive all other baking powders from the New Zealand markets, and seems for itself that high popularity it has already attained throughout Australia, where it is to be found in every well-regulated household. — [954, 619, 1102, 694]
advertisement — [12, 108, 160, 144]
ad-body: The Annual Revenue exceeds £470,000. The Accumulated Fund now exceeds £1,600,000. The Society has paid to representatives of deceased members upwards of £700,000. The Society has divided amongst its members £419,000, yielding reversionary bonus additions, amounting to £600,000. The New Business for the year 1876 was 4559 Policies, assuring £1,662,375, producing a new annual revenue of £56,306. Persons assuring in this office share the whole profits, and a bonus is declared every fifth year. The annual report, prospectuses, and proposal forms may be had or will be sent post free, on application to the Branch Office, or to any of the Society's Agents. — [640, 611, 788, 709]
ad-title: GEO. REICHARDT'S — [669, 49, 759, 59]
where-to-go-row — [483, 426, 631, 434]
advertisement — [954, 221, 1102, 315]
ad-body: ON SALE, Drain Pipes, 12, 9, 6, 4. Totara Timber, all sizes. 140 sacks very prime Maize. — [640, 912, 788, 927]
ad-body: (Scotts), easily given to children. Taraxacum, Balsamic Cough Syrup; Browne's Herbal Medicines; Roche's Elixir and Salve; Seltzogene; Raw Trumpets; Cooper's Sheep Dip; Thorley's Cattle Food. A large variety of NOVELTIES IN FANCY GOODS, Per City of Madras and Queen of the West. Artists' Colors and Materials, at — [797, 641, 945, 686]
section-heading: Hotels — [640, 962, 788, 974]
row-label: For good cloth or tweed — [483, 441, 547, 448]
ad-title: NATIONAL HOTEL, — [670, 1166, 758, 1176]
advertisement — [797, 47, 945, 138]
ad-body: WORTH of Gentlemen's complete outfits, at cost prices, to make room for cheap tailoring. 20 PARIS SILK HATS, 12s. 6d. CHEAP TAILORING. — [326, 505, 474, 527]
ad-title: FELTON, GRIMWADE, AND CO — [959, 49, 1097, 59]
ad-line: Corner of Taranaki and Victoria streets. — [819, 294, 923, 302]
ad-body: PIANOFORTE AND MUSIC WAREHOUSE. A Shipment of PIANOS from the factory of Messrs. BRINSMEAD & SONS, and ROLOFF, of Newbrandenburg, are to hand, ex ROBERT HENDERSON. The following is clipped from one of the leading London papers:—"The few great makers in recent years have vied with each other in improving the 'Grand,' but to the credit of Messrs. Brinsmead and Sons, of Wigmore-street, they have not yet yet rested on their laurels and proving of their manner; but to the perfection of the 'cottage,' or, to use the popular name, the 'upright' piano, they have just been directing their attention with every instrument not only to professionals, but with the public generally. A few of the advantages of this extraordinary invention are extreme delicacy of action, sustaining quality, fullness and power of tone, touch beautifully light, and repetition perfect." A varied stock of new Vocal and Instrumental Music. Musical Cabinets—Price 5s. All Sheet Music at "Half Price." — [640, 59, 788, 209]
advertisement — [169, 946, 317, 962]
ad-body: The Auctioneer entertains no doubt but that the above simple announcement will have the effect of inducing strangers now in Wellington, capitalists generally, and all persons wishing to obtain freeholds in the most flourishing and rapidly advancing township in the colony, to visit it themselves, or instruct their friends or agents to do so without loss of time. A fairer or more promising investment is not to be found in New Zealand. — [169, 459, 317, 526]
advertisement — [954, 597, 1102, 698]
ad-line: Potatoes ex Tongo. — [374, 59, 426, 66]
ad-signature: BARRAUD & SON'S, Lambton-quay. — [846, 686, 945, 693]
ad-body: Public Sale of DREYERTOWN, nine miles from Masterton, at the entrance of the Forty-Mile Bush, on the Manawatu and Masterton road. — [12, 163, 160, 186]
ad-signature: R. J. DUNCAN, Auctioneer and Estate Agent. — [39, 796, 160, 803]
advertisement — [640, 939, 788, 960]
advertisement — [640, 816, 788, 882]
ad-line: On the Wharf. — [381, 66, 419, 74]
ad-title: PUBLIC NOTICE. — [989, 700, 1067, 710]
ad-line: MASTERTON TOWN ACRES. — [200, 303, 286, 311]
advertisement — [640, 882, 788, 911]
ad-body: Corner of LAMBTON-QUAY AND HUNTER-STREET. THOMAS AND SULLIVAN having taken the above hotel beg to inform the inhabitants of Wellington and the surrounding districts that they will continue to carry on the business in a style equal to their predecessor, and hope to merit a continuance of the support accorded to him. N.B.—The Daily Luncheon at the Central will be a speciality. Breakfast at 8 a.m.; Tea at 6 p.m. First-class Accommodation for Boarders. — [797, 59, 945, 134]
ad-body: Persian Insect Destroying Powder. Sold in canisters at 1s., and in tins at 2s. 6d., 5s., 10s., by all Chemists. This Powder is unrivalled in destroying fleas, bugs, ants, cockroaches, beetles, gnats, mosquitoes, moths in furs, and every other species of insects in all stages of metamorphosis; whilst it is harmless to animal life. All woollens and furs should be well sprinkled with it before placing away. It is invaluable for application to dogs, cats, poultry, &c. We ask but one trial for this powder to secure confidence, no other brand will be wanted hereafter. — [954, 326, 1102, 408]
ad-signature: THOS. URWIN, Proprietor. — [715, 1030, 788, 1038]
